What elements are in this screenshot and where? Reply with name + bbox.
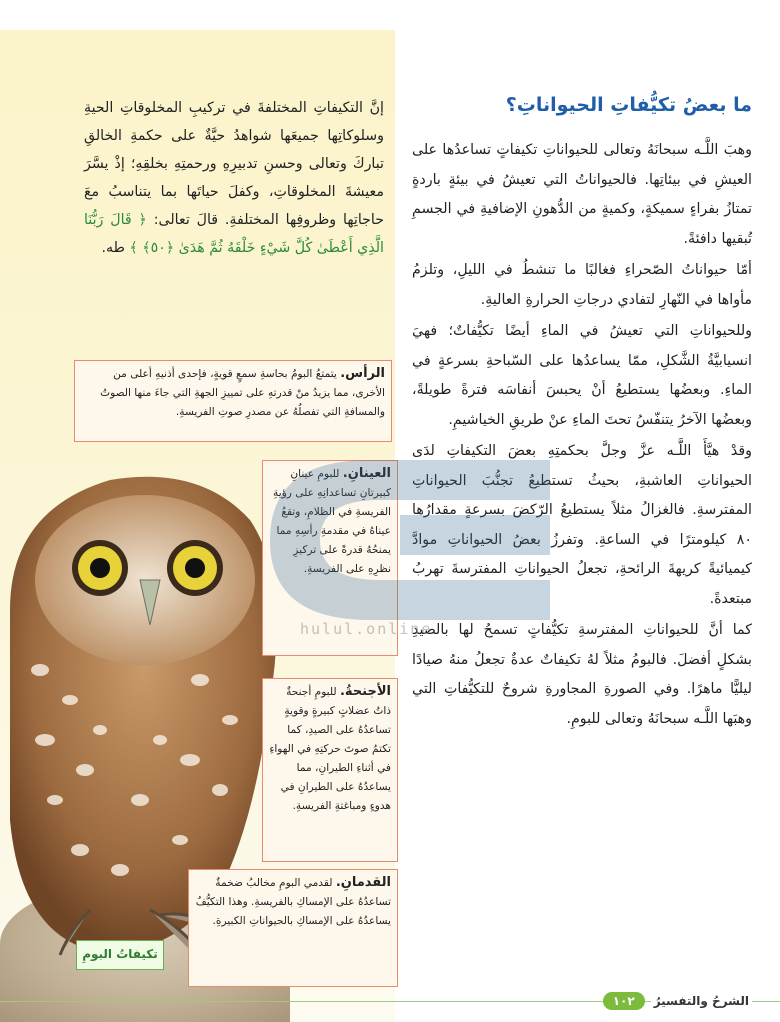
callout-head bbox=[74, 360, 392, 442]
watermark-text: hulul.online bbox=[300, 620, 433, 638]
owl-caption: تكيفاتُ البومِ bbox=[76, 940, 164, 970]
callout-head-title: الرأس. bbox=[340, 366, 385, 381]
callout-eyes-title: العينانِ. bbox=[342, 466, 391, 481]
callout-feet-text: لقدمي البومِ مخالبُ ضخمةٌ تساعدُهُ على الإمساكِ بالفريسةِ. وهذا التكيُّفُ يساعدُهُ على الإمساكِ بالحيواناتِ الكبيرةِ. bbox=[195, 877, 391, 927]
paragraph-desert: أمّا حيواناتُ الصّحراءِ فغالبًا ما تنشطُ في الليلِ، وتلزمُ مأواها في النّهارِ لتفادي درجاتِ الحرارةِ العاليةِ. bbox=[412, 262, 752, 308]
body-text bbox=[412, 136, 752, 736]
paragraph-cold: وهبَ اللَّـه سبحانَهُ وتعالى للحيواناتِ تكيفاتٍ تساعدُها على العيشِ في بيئاتِها. فالحيواناتُ التي تعيشُ في بيئةٍ باردةٍ تمتازُ بفراءٍ سميكةٍ، وكميةٍ من الدُّهونِ الإضافيةِ في الجسمِ تُبقيها دافئةً. bbox=[412, 142, 752, 247]
callout-wings bbox=[262, 678, 398, 862]
paragraph-water: وللحيواناتِ التي تعيشُ في الماءِ أيضًا تكيُّفاتٌ؛ فهيَ انسيابيَّةُ الشَّكلِ، ممّا يساعدُها على السّباحةِ بسرعةٍ في الماءِ. وبعضُها يستطيعُ أنْ يحبسَ أنفاسَه فترةً طويلةً، وبعضُها الآخرُ يتنفّسُ تحتَ الماءِ عنْ طريقِ الخياشيمِ. bbox=[412, 323, 752, 428]
paragraph-predators: كما أنَّ للحيواناتِ المفترسةِ تكيُّفاتٍ تسمحُ لها بالصيدِ بشكلٍ أفضلَ. فالبومُ مثلاً لهُ تكيفاتٌ عدةٌ تجعلُ منهُ صيادًا ليليًّا ماهرًا. وفي الصورةِ المجاورةِ شروحٌ للتكيُّفاتِ التي وهبَها اللَّـه سبحانَهُ وتعالى للبومِ. bbox=[412, 622, 752, 727]
intro-text bbox=[84, 94, 384, 262]
footer bbox=[603, 990, 752, 1012]
callout-head-text: يتمتعُ البومُ بحاسةِ سمعٍ قويةٍ، فإحدى أذنيهِ أعلى من الأخرى، مما يزيدُ منْ قدرتهِ على تمييزِ الجهةِ التي جاءَ منها الصوتُ والمسافةِ التي تفصلُهُ عن مصدرِ صوتِ الفريسةِ. bbox=[100, 368, 385, 418]
footer-section-title: الشرحُ والتفسيرُ bbox=[651, 994, 752, 1008]
paragraph-herbivores: وقدْ هيَّأَ اللَّـه عزَّ وجلَّ بحكمتِهِ بعضَ التكيفاتِ لدَى الحيواناتِ العاشبةِ، بحيثُ تستطيعُ تجنُّبَ الحيواناتِ المفترسةِ. فالغزالُ مثلاً يستطيعُ الرّكضَ بسرعةٍ مقدارُها ٨٠ كيلومترًا في الساعةِ. وتفرزُ بعضُ الحيواناتِ موادَّ كيميائيةً كريهةَ الرائحةِ، تجعلُ الحيواناتِ المفترسةَ تهربُ مبتعدةً. bbox=[412, 443, 752, 607]
callout-feet bbox=[188, 869, 398, 987]
surah-reference: طه. bbox=[101, 240, 125, 256]
callout-wings-text: للبومِ أجنحةٌ ذاتُ عضلاتٍ كبيرةٍ وقويةٍ تساعدُهُ على الصيدِ، كما تكتمُ صوتَ حركتِهِ في الهواءِ في أثناءِ الطيرانِ، مما يساعدُهُ على الطيرانِ في هدوءٍ ومباغتةِ الفريسةِ. bbox=[269, 686, 391, 812]
callout-eyes-text: للبومِ عينانِ كبيرتانِ تساعدانِهِ على رؤيةِ الفريسةِ في الظلامِ، وتقعُ عيناهُ في مقدمةِ رأسِهِ مما يمنحُهُ قدرةً على تركيزِ نظرِهِ على الفريسةِ. bbox=[273, 468, 391, 575]
callout-wings-title: الأجنحةُ. bbox=[339, 684, 391, 699]
top-margin bbox=[0, 0, 780, 30]
intro-paragraph: إنَّ التكيفاتِ المختلفةَ في تركيبِ المخلوقاتِ الحيةِ وسلوكاتِها جميعَها شواهدُ حيَّةٌ على حكمةِ الخالقِ تباركَ وتعالى وحسنِ تدبيرِهِ ورحمتِهِ بخلقِهِ؛ إذْ يسَّرَ معيشةَ المخلوقاتِ، وكفلَ حياتَها بما يتناسبُ معَ حاجاتِها وظروفِها المختلفةِ. قالَ تعالى: bbox=[84, 100, 385, 228]
page-number: ١٠٢ bbox=[603, 992, 645, 1010]
callout-feet-title: القدمانِ. bbox=[335, 875, 391, 890]
section-heading: ما بعضُ تكيُّفاتِ الحيواناتِ؟ bbox=[505, 94, 752, 116]
quran-verse: ﴿ قَالَ رَبُّنَا الَّذِي أَعْطَىٰ كُلَّ شَيْءٍ خَلْقَهُ ثُمَّ هَدَىٰ ﴿٥٠﴾ ﴾ bbox=[84, 212, 384, 256]
